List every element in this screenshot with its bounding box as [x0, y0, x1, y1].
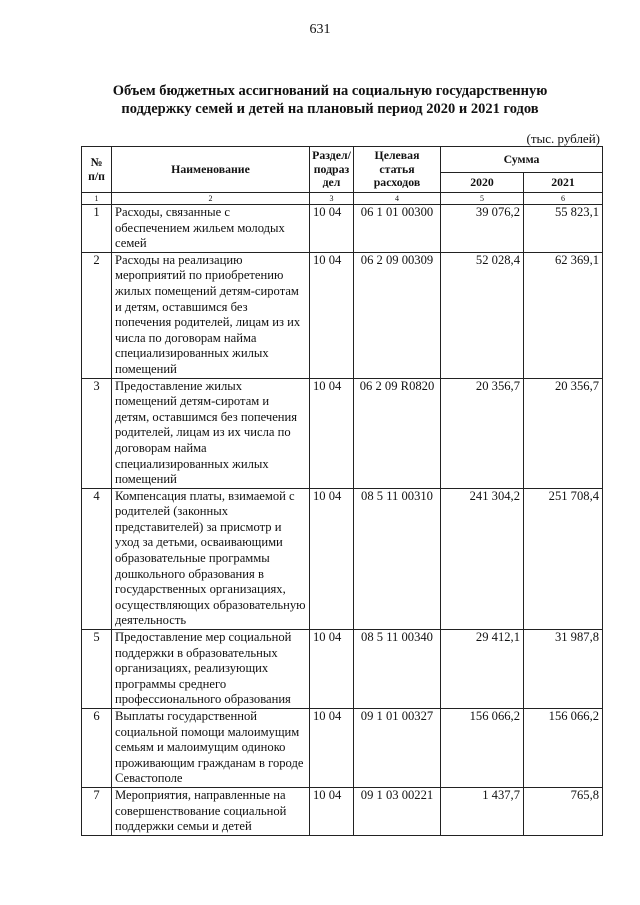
row-csr: 09 1 01 00327 — [354, 709, 441, 788]
row-razdel: 10 04 — [310, 488, 354, 629]
header-year-2020: 2020 — [441, 173, 524, 193]
row-razdel: 10 04 — [310, 709, 354, 788]
row-sum-2021: 62 369,1 — [524, 252, 603, 378]
column-numbers-row — [82, 193, 603, 205]
row-name: Компенсация платы, взимаемой с родителей (законных представителей) за присмотр и уход за детьми, осваивающими образовательные программы дошкольного образования в государственных организациях, осуществляющих образовательную деятельность — [112, 488, 310, 629]
row-index: 6 — [82, 709, 112, 788]
row-csr: 06 2 09 R0820 — [354, 378, 441, 488]
row-sum-2021: 20 356,7 — [524, 378, 603, 488]
row-name: Мероприятия, направленные на совершенствование социальной поддержки семьи и детей — [112, 787, 310, 835]
table-row — [82, 205, 603, 253]
table-row — [82, 630, 603, 709]
row-razdel: 10 04 — [310, 252, 354, 378]
col-number: 1 — [82, 193, 112, 205]
header-year-2021: 2021 — [524, 173, 603, 193]
row-razdel: 10 04 — [310, 787, 354, 835]
row-csr: 08 5 11 00340 — [354, 630, 441, 709]
row-sum-2020: 156 066,2 — [441, 709, 524, 788]
row-csr: 06 2 09 00309 — [354, 252, 441, 378]
col-number: 6 — [524, 193, 603, 205]
row-index: 7 — [82, 787, 112, 835]
title-line-1: Объем бюджетных ассигнований на социальную государственную — [112, 83, 548, 99]
row-csr: 06 1 01 00300 — [354, 205, 441, 253]
header-razdel: Раздел/ подраз дел — [310, 147, 354, 193]
row-razdel: 10 04 — [310, 378, 354, 488]
row-csr: 09 1 03 00221 — [354, 787, 441, 835]
units-label: (тыс. рублей) — [526, 131, 600, 146]
row-razdel: 10 04 — [310, 205, 354, 253]
header-name: Наименование — [112, 147, 310, 193]
row-index: 1 — [82, 205, 112, 253]
col-number: 4 — [354, 193, 441, 205]
row-sum-2020: 1 437,7 — [441, 787, 524, 835]
row-name: Выплаты государственной социальной помощи малоимущим семьям и малоимущим одиноко проживающим гражданам в городе Севастополе — [112, 709, 310, 788]
row-csr: 08 5 11 00310 — [354, 488, 441, 629]
row-sum-2021: 251 708,4 — [524, 488, 603, 629]
row-name: Расходы, связанные с обеспечением жильем молодых семей — [112, 205, 310, 253]
header-sum: Сумма — [441, 147, 603, 173]
table-row — [82, 378, 603, 488]
row-index: 2 — [82, 252, 112, 378]
table-row — [82, 787, 603, 835]
col-number: 3 — [310, 193, 354, 205]
row-index: 4 — [82, 488, 112, 629]
document-title — [60, 82, 600, 118]
col-number: 2 — [112, 193, 310, 205]
page-number: 631 — [309, 22, 331, 37]
row-sum-2020: 20 356,7 — [441, 378, 524, 488]
row-index: 3 — [82, 378, 112, 488]
row-sum-2021: 55 823,1 — [524, 205, 603, 253]
row-sum-2021: 31 987,8 — [524, 630, 603, 709]
row-index: 5 — [82, 630, 112, 709]
row-name: Предоставление жилых помещений детям-сиротам и детям, оставшимся без попечения родителей, лицам из их числа по договорам найма специализированных жилых помещений — [112, 378, 310, 488]
row-sum-2021: 156 066,2 — [524, 709, 603, 788]
row-name: Предоставление мер социальной поддержки в образовательных организациях, реализующих программы среднего профессионального образования — [112, 630, 310, 709]
row-sum-2020: 29 412,1 — [441, 630, 524, 709]
table-row — [82, 709, 603, 788]
row-sum-2020: 52 028,4 — [441, 252, 524, 378]
row-name: Расходы на реализацию мероприятий по приобретению жилых помещений детям-сиротам и детям, оставшимся без попечения родителей, лицам из их числа по договорам найма специализированных жилых помещений — [112, 252, 310, 378]
title-line-2: поддержку семей и детей на плановый период 2020 и 2021 годов — [121, 101, 539, 117]
row-razdel: 10 04 — [310, 630, 354, 709]
row-sum-2020: 39 076,2 — [441, 205, 524, 253]
row-sum-2020: 241 304,2 — [441, 488, 524, 629]
header-number: № п/п — [82, 147, 112, 193]
header-csr: Целевая статья расходов — [354, 147, 441, 193]
table-row — [82, 252, 603, 378]
budget-table — [81, 146, 603, 836]
row-sum-2021: 765,8 — [524, 787, 603, 835]
col-number: 5 — [441, 193, 524, 205]
table-row — [82, 488, 603, 629]
